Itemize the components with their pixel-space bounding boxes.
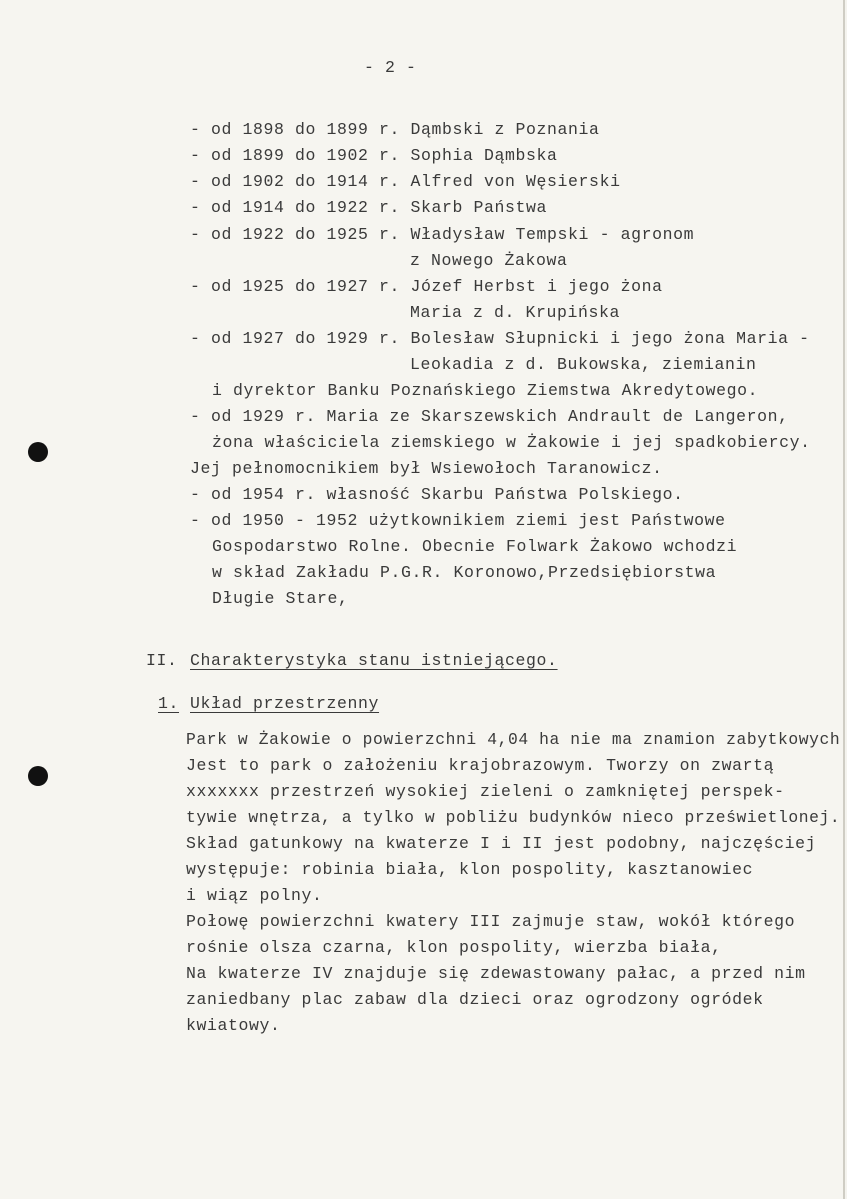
body-line: Na kwaterze IV znajduje się zdewastowany pałac, a przed nim (186, 964, 806, 983)
section-number: II. (146, 651, 178, 670)
punch-hole (28, 766, 48, 786)
ownership-line: Leokadia z d. Bukowska, ziemianin (410, 355, 757, 374)
ownership-line: - od 1902 do 1914 r. Alfred von Węsierski (190, 172, 621, 191)
body-line: kwiatowy. (186, 1016, 281, 1035)
ownership-line: z Nowego Żakowa (410, 251, 568, 270)
body-line: xxxxxxx przestrzeń wysokiej zieleni o zamkniętej perspek- (186, 782, 785, 801)
body-line: Park w Żakowie o powierzchni 4,04 ha nie ma znamion zabytkowych (186, 730, 841, 749)
body-line: tywie wnętrza, a tylko w pobliżu budynków nieco prześwietlonej. (186, 808, 841, 827)
ownership-line: Gospodarstwo Rolne. Obecnie Folwark Żakowo wchodzi (212, 537, 738, 556)
ownership-line: - od 1898 do 1899 r. Dąmbski z Poznania (190, 120, 600, 139)
body-line: występuje: robinia biała, klon pospolity, kasztanowiec (186, 860, 754, 879)
body-line: i wiąz polny. (186, 886, 323, 905)
ownership-line: - od 1929 r. Maria ze Skarszewskich Andrault de Langeron, (190, 407, 789, 426)
section-title: Charakterystyka stanu istniejącego. (190, 651, 558, 670)
body-line: Skład gatunkowy na kwaterze I i II jest podobny, najczęściej (186, 834, 817, 853)
ownership-line: - od 1950 - 1952 użytkownikiem ziemi jest Państwowe (190, 511, 726, 530)
subsection-title: Układ przestrzenny (190, 694, 380, 713)
body-line: Połowę powierzchni kwatery III zajmuje staw, wokół którego (186, 912, 796, 931)
ownership-line: Jej pełnomocnikiem był Wsiewołoch Taranowicz. (190, 459, 663, 478)
ownership-line: - od 1899 do 1902 r. Sophia Dąmbska (190, 146, 558, 165)
punch-hole (28, 442, 48, 462)
ownership-line: - od 1922 do 1925 r. Władysław Tempski - agronom (190, 225, 695, 244)
body-line: Jest to park o założeniu krajobrazowym. Tworzy on zwartą (186, 756, 775, 775)
ownership-line: - od 1927 do 1929 r. Bolesław Słupnicki i jego żona Maria - (190, 329, 810, 348)
subsection-number: 1. (158, 694, 180, 713)
ownership-line: - od 1914 do 1922 r. Skarb Państwa (190, 198, 548, 217)
ownership-line: - od 1954 r. własność Skarbu Państwa Polskiego. (190, 485, 684, 504)
ownership-line: Długie Stare, (212, 589, 349, 608)
ownership-line: Maria z d. Krupińska (410, 303, 621, 322)
body-line: zaniedbany plac zabaw dla dzieci oraz ogrodzony ogródek (186, 990, 764, 1009)
ownership-line: i dyrektor Banku Poznańskiego Ziemstwa Akredytowego. (212, 381, 759, 400)
ownership-line: w skład Zakładu P.G.R. Koronowo,Przedsiębiorstwa (212, 563, 717, 582)
body-line: rośnie olsza czarna, klon pospolity, wierzba biała, (186, 938, 722, 957)
ownership-line: - od 1925 do 1927 r. Józef Herbst i jego żona (190, 277, 663, 296)
ownership-line: żona właściciela ziemskiego w Żakowie i jej spadkobiercy. (212, 433, 811, 452)
page-number: - 2 - (364, 58, 417, 77)
